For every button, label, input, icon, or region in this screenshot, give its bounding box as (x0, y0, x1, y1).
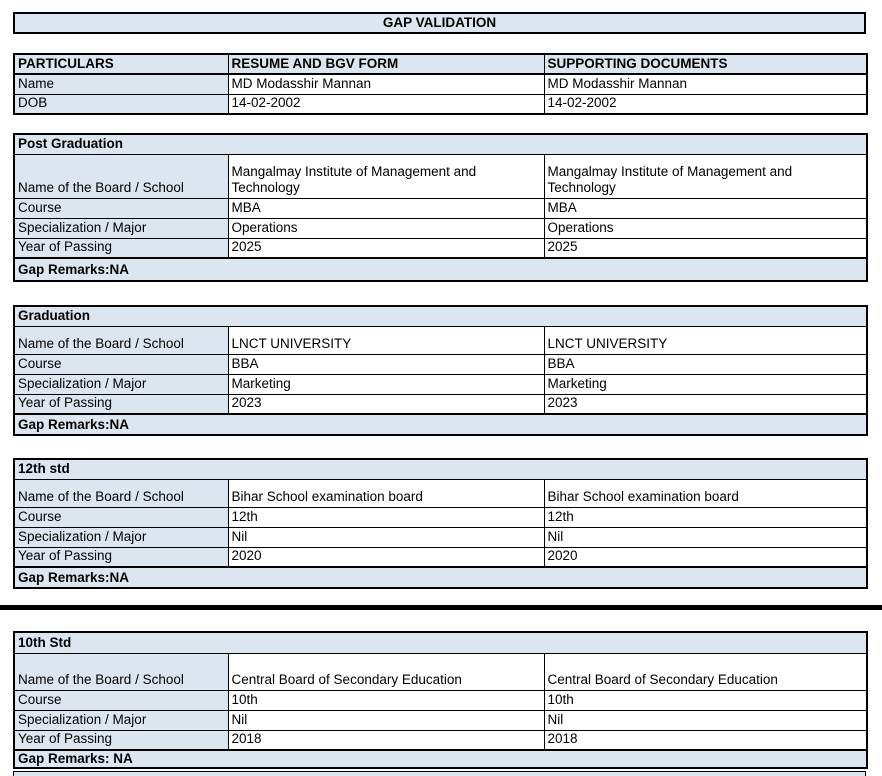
table-row-course (14, 354, 867, 374)
table-row-board (14, 479, 867, 507)
cell-year-supporting: 2023 (544, 394, 867, 414)
gap-remarks-row (14, 567, 867, 588)
table-row-specialization (14, 527, 867, 547)
cell-specialization-supporting: Nil (544, 527, 867, 547)
cell-specialization-resume: Marketing (228, 374, 544, 394)
row-label-course: Course (14, 507, 228, 527)
section-separator-line (0, 605, 882, 610)
section-12th-std (13, 458, 868, 589)
gap-remarks: Gap Remarks: NA (14, 750, 867, 768)
row-label-year: Year of Passing (14, 394, 228, 414)
section-post-graduation (13, 133, 868, 282)
row-label-specialization: Specialization / Major (14, 710, 228, 730)
section-title: 10th Std (14, 632, 867, 653)
cell-year-supporting: 2025 (544, 238, 867, 258)
section-title-row (14, 459, 867, 479)
section-title: Graduation (14, 306, 867, 326)
cell-specialization-supporting: Nil (544, 710, 867, 730)
cell-course-supporting: 10th (544, 690, 867, 710)
cell-course-resume: BBA (228, 354, 544, 374)
row-label-year: Year of Passing (14, 730, 228, 750)
cell-year-supporting: 2018 (544, 730, 867, 750)
section-10th-std (13, 631, 868, 769)
gap-remarks-row (14, 414, 867, 435)
row-label-specialization: Specialization / Major (14, 527, 228, 547)
table-row-course (14, 507, 867, 527)
cell-board-resume: LNCT UNIVERSITY (228, 326, 544, 354)
page-title: GAP VALIDATION (13, 12, 866, 34)
column-header-particulars: PARTICULARS (14, 54, 228, 74)
row-label-course: Course (14, 354, 228, 374)
table-row-board (14, 154, 867, 198)
gap-validation-document (13, 0, 866, 776)
row-label-year: Year of Passing (14, 547, 228, 567)
cell-dob-supporting: 14-02-2002 (544, 94, 867, 114)
cell-course-resume: MBA (228, 198, 544, 218)
cell-year-resume: 2018 (228, 730, 544, 750)
cell-year-resume: 2020 (228, 547, 544, 567)
gap-remarks: Gap Remarks:NA (14, 567, 867, 588)
cell-board-resume: Mangalmay Institute of Management and Technology (228, 154, 544, 198)
section-title-row (14, 306, 867, 326)
row-label-specialization: Specialization / Major (14, 374, 228, 394)
cell-specialization-resume: Nil (228, 710, 544, 730)
table-row-year (14, 238, 867, 258)
gap-remarks: Gap Remarks:NA (14, 414, 867, 435)
section-title: 12th std (14, 459, 867, 479)
cell-board-supporting: Mangalmay Institute of Management and Technology (544, 154, 867, 198)
cell-board-resume: Bihar School examination board (228, 479, 544, 507)
table-row-dob (14, 94, 867, 114)
section-graduation (13, 305, 868, 436)
section-title: Post Graduation (14, 134, 867, 154)
table-row-specialization (14, 710, 867, 730)
table-row-board (14, 326, 867, 354)
cell-specialization-supporting: Operations (544, 218, 867, 238)
table-row-year (14, 730, 867, 750)
row-label-course: Course (14, 198, 228, 218)
column-header-resume-bgv: RESUME AND BGV FORM (228, 54, 544, 74)
row-label-specialization: Specialization / Major (14, 218, 228, 238)
cell-board-supporting: Central Board of Secondary Education (544, 653, 867, 690)
cell-year-resume: 2023 (228, 394, 544, 414)
table-row-course (14, 198, 867, 218)
cell-specialization-resume: Operations (228, 218, 544, 238)
row-label-year: Year of Passing (14, 238, 228, 258)
row-label-board: Name of the Board / School (14, 653, 228, 690)
cell-board-supporting: LNCT UNIVERSITY (544, 326, 867, 354)
row-label-board: Name of the Board / School (14, 479, 228, 507)
next-row-cutoff-strip (13, 771, 866, 776)
column-header-supporting-docs: SUPPORTING DOCUMENTS (544, 54, 867, 74)
table-header-row (14, 54, 867, 74)
row-label-name: Name (14, 74, 228, 94)
cell-name-resume: MD Modasshir Mannan (228, 74, 544, 94)
cell-course-resume: 12th (228, 507, 544, 527)
cell-course-supporting: BBA (544, 354, 867, 374)
cell-specialization-resume: Nil (228, 527, 544, 547)
cell-dob-resume: 14-02-2002 (228, 94, 544, 114)
cell-course-supporting: MBA (544, 198, 867, 218)
section-title-row (14, 632, 867, 653)
table-row-course (14, 690, 867, 710)
gap-remarks-row (14, 258, 867, 281)
table-row-name (14, 74, 867, 94)
row-label-board: Name of the Board / School (14, 154, 228, 198)
table-row-year (14, 547, 867, 567)
table-row-specialization (14, 374, 867, 394)
table-row-year (14, 394, 867, 414)
section-title-row (14, 134, 867, 154)
gap-remarks-row (14, 750, 867, 768)
identity-table (13, 53, 868, 115)
row-label-board: Name of the Board / School (14, 326, 228, 354)
cell-board-resume: Central Board of Secondary Education (228, 653, 544, 690)
table-row-board (14, 653, 867, 690)
cell-course-supporting: 12th (544, 507, 867, 527)
cell-course-resume: 10th (228, 690, 544, 710)
cell-year-supporting: 2020 (544, 547, 867, 567)
cell-specialization-supporting: Marketing (544, 374, 867, 394)
row-label-course: Course (14, 690, 228, 710)
cell-name-supporting: MD Modasshir Mannan (544, 74, 867, 94)
gap-remarks: Gap Remarks:NA (14, 258, 867, 281)
table-row-specialization (14, 218, 867, 238)
row-label-dob: DOB (14, 94, 228, 114)
cell-year-resume: 2025 (228, 238, 544, 258)
cell-board-supporting: Bihar School examination board (544, 479, 867, 507)
